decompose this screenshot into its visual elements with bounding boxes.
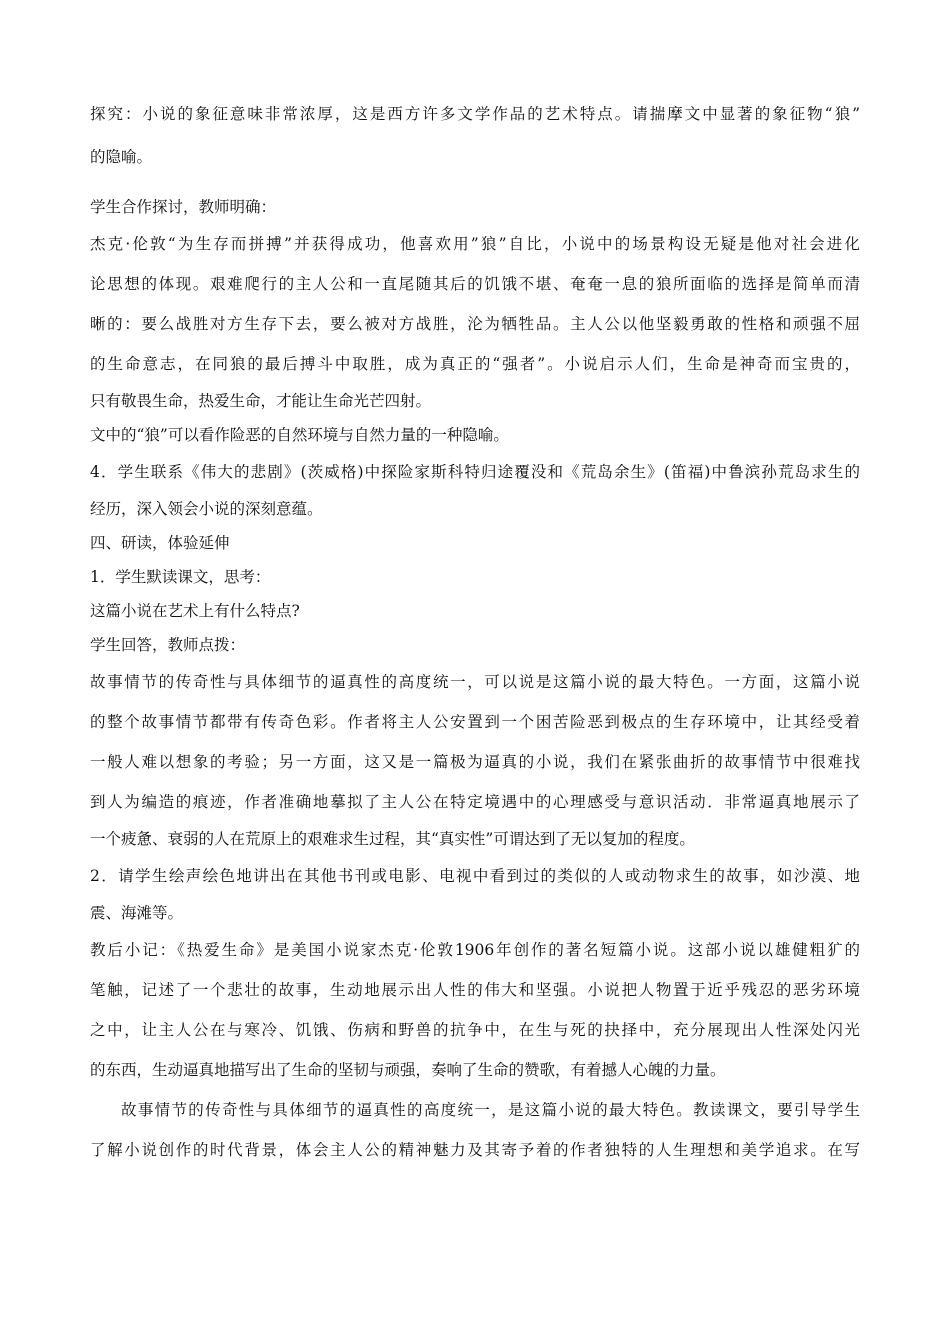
text-line: 的整个故事情节都带有传奇色彩。作者将主人公安置到一个困苦险恶到极点的生存环境中，让其经受着 — [90, 713, 860, 731]
text-line: 论思想的体现。艰难爬行的主人公和一直尾随其后的饥饿不堪、奄奄一息的狼所面临的选择是简单而清 — [90, 275, 860, 293]
text-line: 到人为编造的痕迹，作者准确地摹拟了主人公在特定境遇中的心理感受与意识活动．非常逼真地展示了 — [90, 793, 860, 811]
text-line: 探究：小说的象征意味非常浓厚，这是西方许多文学作品的艺术特点。请揣摩文中显著的象征物“狼” — [90, 105, 860, 123]
text-line: 笔触，记述了一个悲壮的故事，生动地展示出人性的伟大和坚强。小说把人物置于近乎残忍的恶劣环境 — [90, 981, 860, 999]
text-line: 的隐喻。 — [90, 148, 153, 166]
text-line: 一般人难以想象的考验；另一方面，这又是一篇极为逼真的小说，我们在紧张曲折的故事情节中很难找 — [90, 753, 860, 771]
text-line: 故事情节的传奇性与具体细节的逼真性的高度统一，可以说是这篇小说的最大特色。一方面，这篇小说 — [90, 673, 860, 691]
text-line: 杰克·伦敦“为生存而拼搏”并获得成功，他喜欢用”狼”自比，小说中的场景构设无疑是他对社会进化 — [90, 235, 860, 253]
text-line: 震、海滩等。 — [90, 904, 184, 922]
text-line: 了解小说创作的时代背景，体会主人公的精神魅力及其寄予着的作者独特的人生理想和美学追求。在写 — [90, 1141, 860, 1159]
text-line: 经历，深入领会小说的深刻意蕴。 — [90, 500, 323, 518]
text-line: 之中，让主人公在与寒冷、饥饿、伤病和野兽的抗争中，在生与死的抉择中，充分展现出人性深处闪光 — [90, 1021, 860, 1039]
text-line: 故事情节的传奇性与具体细节的逼真性的高度统一，是这篇小说的最大特色。教读课文，要引导学生 — [121, 1101, 860, 1119]
text-line: 2．请学生绘声绘色地讲出在其他书刊或电影、电视中看到过的类似的人或动物求生的故事，如沙漠、地 — [90, 867, 860, 885]
text-line: 只有敬畏生命，热爱生命，才能让生命光芒四射。 — [90, 392, 432, 410]
text-line: 学生回答，教师点拨： — [90, 636, 246, 654]
document-body — [90, 96, 860, 1170]
text-line: 的生命意志，在同狼的最后搏斗中取胜，成为真正的“强者”。小说启示人们，生命是神奇而宝贵的， — [90, 355, 860, 373]
text-line: 4．学生联系《伟大的悲剧》(茨威格)中探险家斯科特归途覆没和《荒岛余生》(笛福)中鲁滨孙荒岛求生的 — [90, 463, 860, 481]
text-line: 教后小记：《热爱生命》是美国小说家杰克·伦敦1906年创作的著名短篇小说。这部小说以雄健粗犷的 — [90, 941, 860, 959]
text-line: 这篇小说在艺术上有什么特点? — [90, 602, 300, 620]
text-line: 晰的：要么战胜对方生存下去，要么被对方战胜，沦为牺牲品。主人公以他坚毅勇敢的性格和顽强不屈 — [90, 315, 860, 333]
text-line: 文中的“狼”可以看作险恶的自然环境与自然力量的一种隐喻。 — [90, 426, 509, 444]
text-line: 一个疲惫、衰弱的人在荒原上的艰难求生过程，其“真实性”可谓达到了无以复加的程度。 — [90, 830, 695, 848]
text-line: 学生合作探讨，教师明确： — [90, 198, 277, 216]
text-line: 的东西，生动逼真地描写出了生命的坚韧与顽强，奏响了生命的赞歌，有着撼人心魄的力量。 — [90, 1061, 726, 1079]
section-heading: 四、研读，体验延伸 — [90, 534, 230, 552]
text-line: 1．学生默读课文，思考： — [90, 568, 271, 586]
